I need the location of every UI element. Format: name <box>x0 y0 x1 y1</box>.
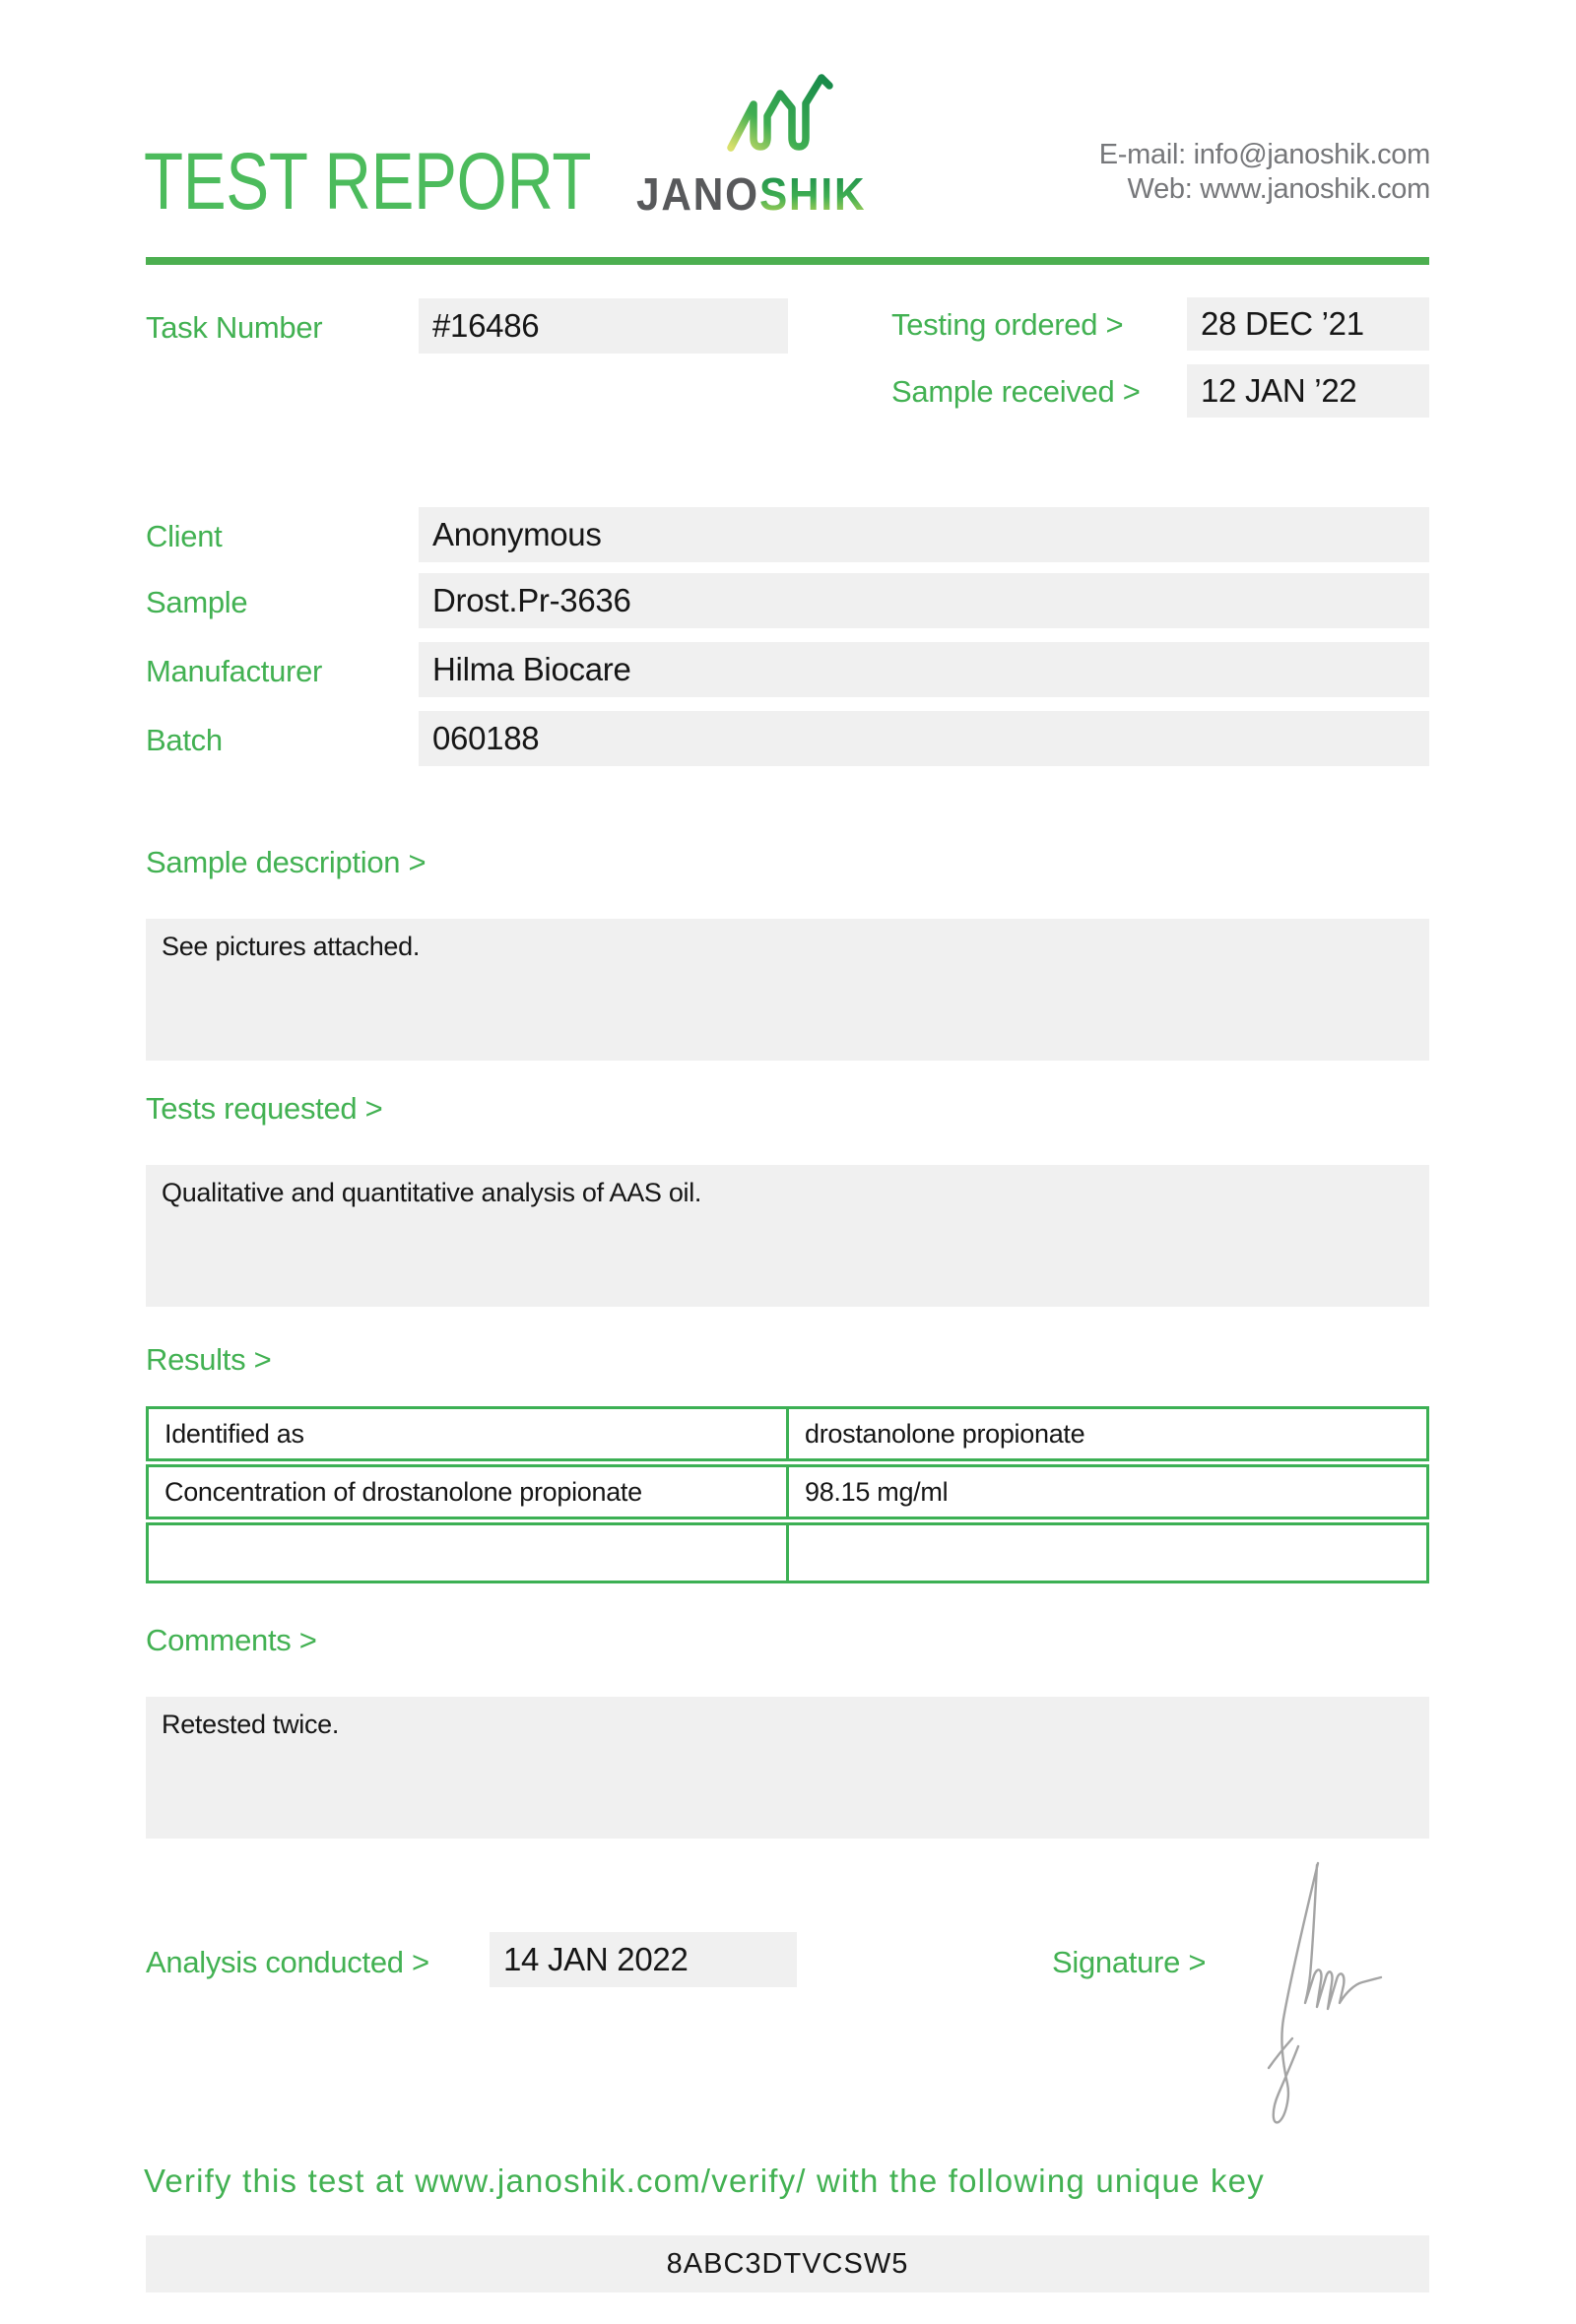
page-title: TEST REPORT <box>144 137 592 226</box>
verify-instruction: Verify this test at www.janoshik.com/verify/ with the following unique key <box>144 2163 1265 2199</box>
logo-text-dark: JANO <box>636 168 759 220</box>
analysis-conducted-label: Analysis conducted > <box>146 1945 429 1979</box>
logo-text-green: SHIK <box>758 168 867 220</box>
sample-label: Sample <box>146 585 248 619</box>
manufacturer-label: Manufacturer <box>146 654 323 688</box>
results-heading: Results > <box>146 1342 272 1377</box>
sample-value: Drost.Pr-3636 <box>419 573 1429 628</box>
contact-email: E-mail: info@janoshik.com <box>1098 139 1430 170</box>
signature-label: Signature > <box>1052 1945 1207 1979</box>
testing-ordered-label: Testing ordered > <box>891 307 1124 342</box>
results-table-row <box>146 1464 1429 1519</box>
testing-ordered-value: 28 DEC ’21 <box>1187 297 1429 351</box>
sample-received-value: 12 JAN ’22 <box>1187 364 1429 418</box>
sample-description-heading: Sample description > <box>146 845 427 879</box>
batch-value: 060188 <box>419 711 1429 766</box>
verify-key-box: 8ABC3DTVCSW5 <box>146 2235 1429 2292</box>
comments-heading: Comments > <box>146 1623 317 1657</box>
contact-block <box>1099 138 1430 207</box>
results-cell-label: Identified as <box>149 1409 789 1458</box>
results-cell-value: 98.15 mg/ml <box>805 1476 949 1507</box>
results-cell-value: drostanolone propionate <box>805 1418 1085 1449</box>
comments-box: Retested twice. <box>146 1697 1429 1839</box>
results-table-row <box>146 1406 1429 1461</box>
client-value: Anonymous <box>419 507 1429 562</box>
batch-label: Batch <box>146 723 223 757</box>
sample-received-label: Sample received > <box>891 374 1141 409</box>
tests-requested-heading: Tests requested > <box>146 1091 383 1126</box>
signature-image <box>1259 1843 1426 2144</box>
client-label: Client <box>146 519 223 553</box>
tests-requested-box: Qualitative and quantitative analysis of AAS oil. <box>146 1165 1429 1307</box>
results-cell-label <box>149 1525 789 1581</box>
janoshik-logo <box>636 167 866 221</box>
janoshik-growth-chart-icon <box>717 57 855 172</box>
manufacturer-value: Hilma Biocare <box>419 642 1429 697</box>
analysis-date-value: 14 JAN 2022 <box>490 1932 797 1987</box>
contact-web: Web: www.janoshik.com <box>1127 173 1430 205</box>
sample-description-box: See pictures attached. <box>146 919 1429 1061</box>
results-cell-label: Concentration of drostanolone propionate <box>149 1467 789 1517</box>
header-divider <box>146 257 1429 265</box>
task-number-value: #16486 <box>419 298 788 354</box>
task-number-label: Task Number <box>146 310 323 345</box>
results-table-row <box>146 1522 1429 1583</box>
results-cell-value <box>789 1525 1426 1581</box>
